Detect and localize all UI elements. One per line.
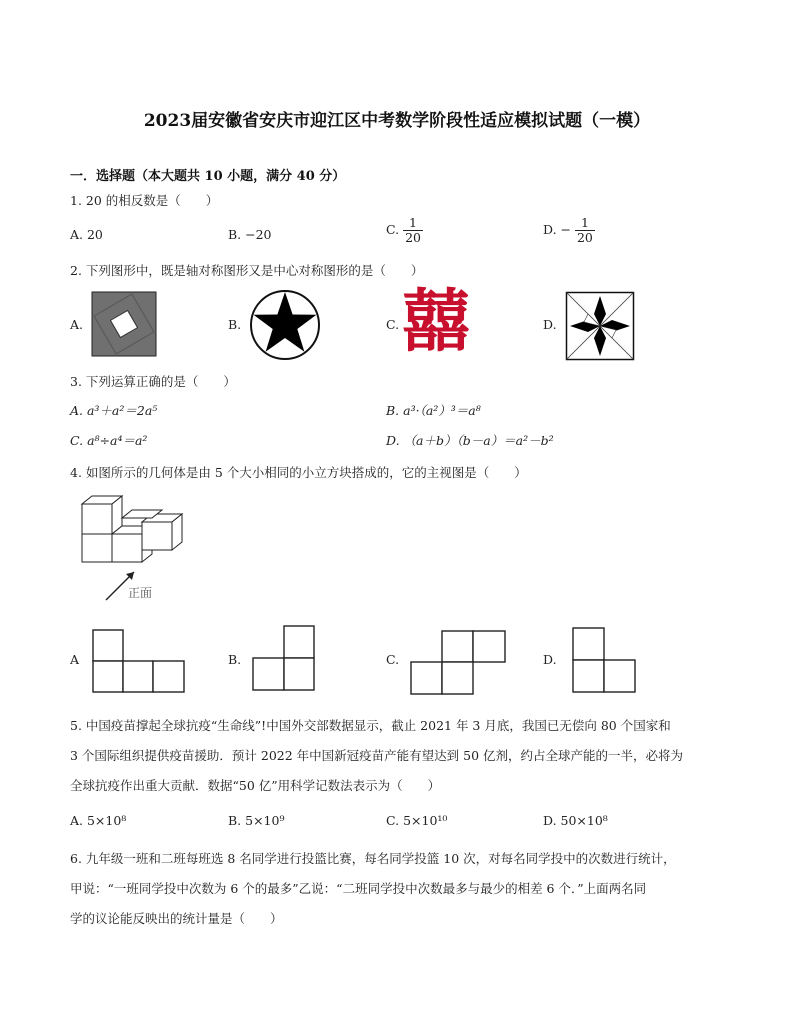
q5-stem-line2: 3 个国际组织提供疫苗援助．预计 2022 年中国新冠疫苗产能有望达到 50 亿剂，约占全球产能的一半，必将为 bbox=[70, 748, 684, 763]
q3-option-b: B. a³·（a²）³＝a⁸ bbox=[386, 403, 481, 418]
q4-option-b: B. bbox=[228, 652, 242, 667]
q6-stem-line3: 学的议论能反映出的统计量是（ ） bbox=[70, 911, 283, 926]
q3-option-c: C. a⁸÷a⁴＝a² bbox=[70, 433, 148, 448]
q4-option-c: C. bbox=[386, 652, 400, 667]
q2-figure-b-star-in-circle bbox=[249, 289, 321, 361]
q4-option-d: D. bbox=[543, 652, 557, 667]
q2-option-b: B. bbox=[228, 317, 242, 332]
q6-stem-line1: 6. 九年级一班和二班每班选 8 名同学进行投篮比赛，每名同学投篮 10 次，对每名同学投中的次数进行统计， bbox=[70, 851, 676, 866]
q6-stem-line2: 甲说：“一班同学投中次数为 6 个的最多”乙说：“二班同学投中次数最多与最少的相差 6 个．”上面两名同 bbox=[70, 881, 647, 896]
q4-figure-b-view bbox=[252, 625, 316, 693]
q1-option-b: B. −20 bbox=[228, 227, 272, 242]
q2-option-c: C. bbox=[386, 317, 400, 332]
q2-figure-d-flower-in-square bbox=[566, 292, 634, 360]
q2-figure-c-double-happiness: 囍 bbox=[402, 283, 471, 362]
q5-option-c: C. 5×10¹⁰ bbox=[386, 813, 448, 828]
q5-option-b: B. 5×10⁹ bbox=[228, 813, 285, 828]
q4-stem: 4. 如图所示的几何体是由 5 个大小相同的小立方块搭成的，它的主视图是（ ） bbox=[70, 465, 527, 480]
q1-option-c bbox=[386, 216, 423, 245]
q3-stem: 3. 下列运算正确的是（ ） bbox=[70, 374, 236, 389]
q5-option-a: A. 5×10⁸ bbox=[70, 813, 127, 828]
q2-option-d: D. bbox=[543, 317, 557, 332]
q5-stem-line1: 5. 中国疫苗撑起全球抗疫“生命线”!中国外交部数据显示，截止 2021 年 3 月底，我国已无偿向 80 个国家和 bbox=[70, 718, 671, 733]
q4-figure-c-view bbox=[410, 630, 508, 696]
q1-option-c-label: C. bbox=[386, 221, 400, 237]
q5-option-d: D. 50×10⁸ bbox=[543, 813, 608, 828]
q4-figure-d-view bbox=[572, 627, 638, 695]
q4-front-label: 正面 bbox=[128, 586, 153, 600]
q4-option-a: A bbox=[70, 652, 80, 667]
q1-stem: 1. 20 的相反数是（ ） bbox=[70, 193, 219, 208]
q4-solid-figure bbox=[78, 494, 188, 566]
q1-option-d-label: D. − bbox=[543, 221, 571, 237]
q1-option-d-numerator: 1 bbox=[575, 216, 595, 231]
q5-stem-line3: 全球抗疫作出重大贡献．数据“50 亿”用科学记数法表示为（ ） bbox=[70, 778, 441, 793]
q1-option-d bbox=[543, 216, 595, 245]
q2-option-a: A. bbox=[70, 317, 84, 332]
q1-option-a: A. 20 bbox=[70, 227, 103, 242]
q4-figure-a-view bbox=[92, 629, 188, 693]
q3-option-d: D. （a＋b）（b－a）＝a²－b² bbox=[386, 433, 554, 448]
q3-option-a: A. a³＋a²＝2a⁵ bbox=[70, 403, 158, 418]
q1-option-c-denominator: 20 bbox=[405, 229, 421, 245]
page-title: 2023届安徽省安庆市迎江区中考数学阶段性适应模拟试题（一模） bbox=[143, 111, 651, 131]
q2-figure-a-rotated-square bbox=[92, 292, 156, 356]
q1-option-c-numerator: 1 bbox=[403, 216, 423, 231]
section-heading: 一．选择题（本大题共 10 小题，满分 40 分） bbox=[70, 169, 346, 184]
q2-stem: 2. 下列图形中，既是轴对称图形又是中心对称图形的是（ ） bbox=[70, 263, 424, 278]
q1-option-d-denominator: 20 bbox=[576, 229, 593, 245]
